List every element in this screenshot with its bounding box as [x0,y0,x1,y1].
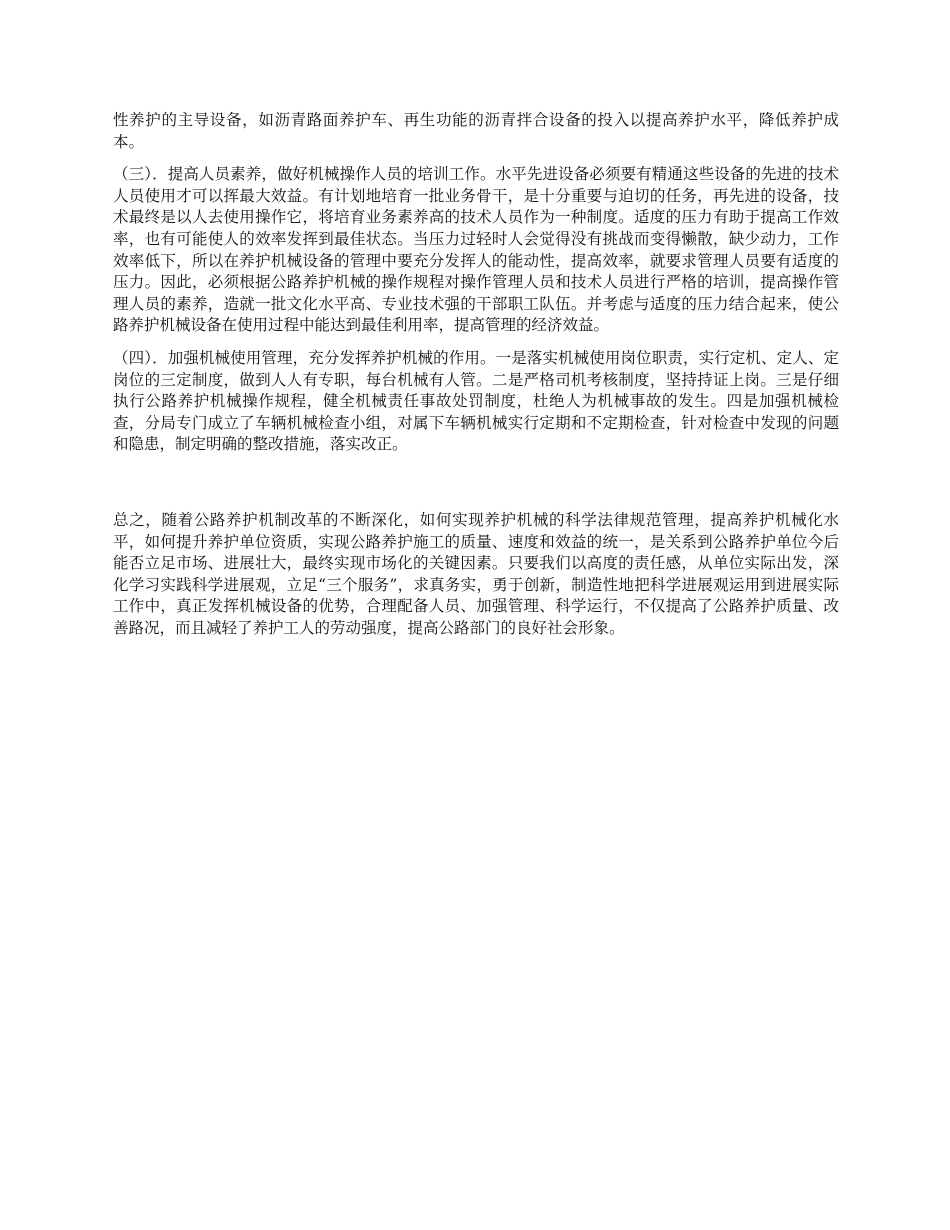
paragraph-staff-training: （三）．提高人员素养，做好机械操作人员的培训工作。水平先进设备必须要有精通这些设备的先进的技术人员使用才可以挥最大效益。有计划地培育一批业务骨干，是十分重要与迫切的任务，再先进的设备，技术最终是以人去使用操作它，将培育业务素养高的技术人员作为一种制度。适度的压力有助于提高工作效率，也有可能使人的效率发挥到最佳状态。当压力过轻时人会觉得没有挑战而变得懒散，缺少动力，工作效率低下，所以在养护机械设备的管理中要充分发挥人的能动性，提高效率，就要求管理人员要有适度的压力。因此，必须根据公路养护机械的操作规程对操作管理人员和技术人员进行严格的培训，提高操作管理人员的素养，造就一批文化水平高、专业技术强的干部职工队伍。并考虑与适度的压力结合起来，使公路养护机械设备在使用过程中能达到最佳利用率，提高管理的经济效益。 [113,165,839,335]
paragraph-usage-management: （四）．加强机械使用管理，充分发挥养护机械的作用。一是落实机械使用岗位职责，实行定机、定人、定岗位的三定制度，做到人人有专职，每台机械有人管。二是严格司机考核制度，坚持持证上岗。三是仔细执行公路养护机械操作规程，健全机械责任事故处罚制度，杜绝人为机械事故的发生。四是加强机械检查，分局专门成立了车辆机械检查小组，对属下车辆机械实行定期和不定期检查，针对检查中发现的问题和隐患，制定明确的整改措施，落实改正。 [113,348,839,454]
document-body [113,110,839,639]
paragraph-equipment-investment: 性养护的主导设备，如沥青路面养护车、再生功能的沥青拌合设备的投入以提高养护水平，降低养护成本。 [113,111,839,151]
paragraph-conclusion: 总之，随着公路养护机制改革的不断深化，如何实现养护机械的科学法律规范管理，提高养护机械化水平，如何提升养护单位资质，实现公路养护施工的质量、速度和效益的统一，是关系到公路养护单位今后能否立足市场、进展壮大，最终实现市场化的关键因素。只要我们以高度的责任感，从单位实际出发，深化学习实践科学进展观，立足“三个服务”，求真务实，勇于创新，制造性地把科学进展观运用到进展实际工作中，真正发挥机械设备的优势，合理配备人员、加强管理、科学运行，不仅提高了公路养护质量、改善路况，而且减轻了养护工人的劳动强度，提高公路部门的良好社会形象。 [113,510,839,637]
